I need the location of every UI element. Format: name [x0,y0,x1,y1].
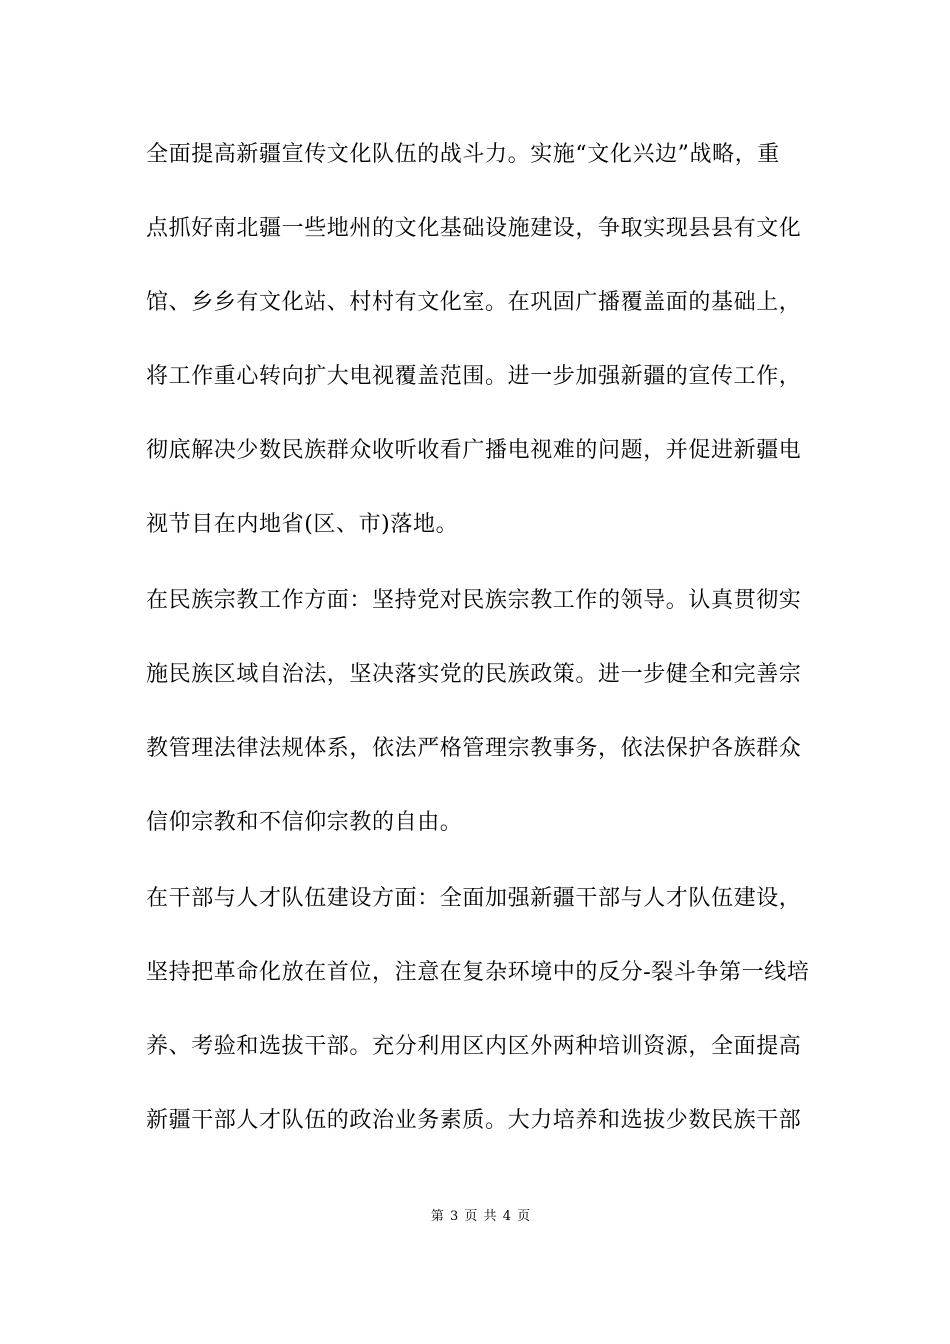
text-line-6: 视节目在内地省(区、市)落地。 [146,512,459,537]
text-line-1: 全面提高新疆宣传文化队伍的战斗力。实施“文化兴边”战略，重 [146,142,780,167]
text-line-9: 教管理法律法规体系，依法严格管理宗教事务，依法保护各族群众 [146,736,802,761]
text-line-14: 新疆干部人才队伍的政治业务素质。大力培养和选拔少数民族干部 [146,1108,802,1133]
text-line-5: 彻底解决少数民族群众收听收看广播电视难的问题，并促进新疆电 [146,438,802,463]
text-line-2: 点抓好南北疆一些地州的文化基础设施建设，争取实现县县有文化 [146,216,802,241]
text-line-4: 将工作重心转向扩大电视覆盖范围。进一步加强新疆的宣传工作， [146,364,802,389]
text-line-8: 施民族区域自治法，坚决落实党的民族政策。进一步健全和完善宗 [146,662,802,687]
text-line-11: 在干部与人才队伍建设方面：全面加强新疆干部与人才队伍建设， [146,886,802,911]
text-line-10: 信仰宗教和不信仰宗教的自由。 [146,810,463,835]
text-line-12: 坚持把革命化放在首位，注意在复杂环境中的反分-裂斗争第一线培 [146,960,810,985]
text-line-3: 馆、乡乡有文化站、村村有文化室。在巩固广播覆盖面的基础上， [146,290,802,315]
text-line-13: 养、考验和选拔干部。充分利用区内区外两种培训资源，全面提高 [146,1034,802,1059]
page-number-footer: 第 3 页 共 4 页 [430,1209,532,1224]
text-line-7: 在民族宗教工作方面：坚持党对民族宗教工作的领导。认真贯彻实 [146,588,802,613]
